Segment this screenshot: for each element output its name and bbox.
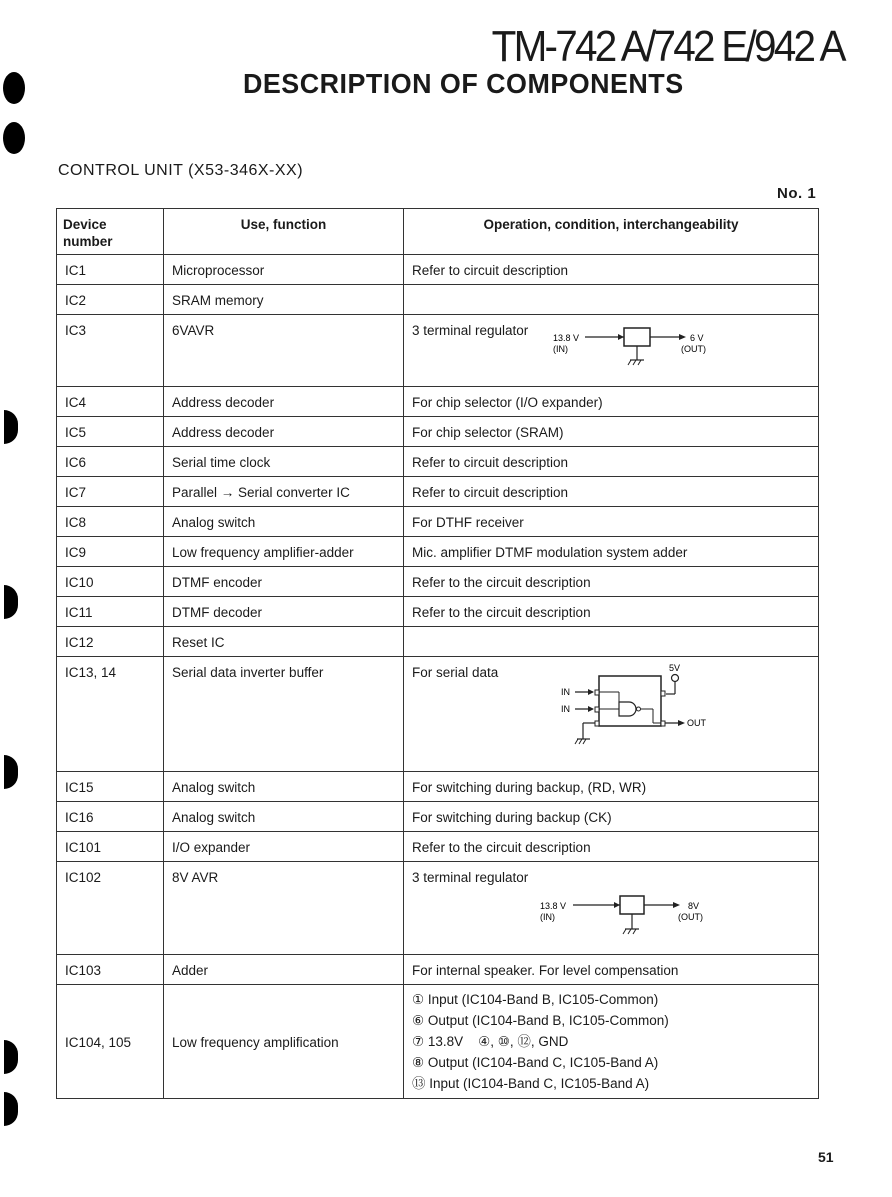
input-label: IN	[561, 704, 570, 714]
device-cell: IC16	[57, 802, 164, 832]
operation-cell: For chip selector (I/O expander)	[404, 387, 819, 417]
device-cell: IC9	[57, 537, 164, 567]
page-number: 51	[818, 1149, 834, 1165]
ic-package	[599, 676, 661, 726]
regulator-6v-block	[412, 322, 810, 354]
binder-hole	[4, 1092, 18, 1126]
section-heading: CONTROL UNIT (X53-346X-XX)	[58, 162, 304, 179]
device-cell: IC8	[57, 507, 164, 537]
operation-cell: For internal speaker. For level compensation	[404, 955, 819, 985]
binder-hole	[3, 72, 25, 104]
table-row	[57, 657, 819, 772]
operation-cell: For switching during backup (CK)	[404, 802, 819, 832]
operation-cell: Refer to circuit description	[404, 255, 819, 285]
use-cell: DTMF decoder	[164, 597, 404, 627]
table-row	[57, 447, 819, 477]
use-cell: 8V AVR	[164, 862, 404, 955]
page-title: DESCRIPTION OF COMPONENTS	[243, 68, 684, 99]
binder-hole	[3, 122, 25, 154]
pin-description: ⑬ Input (IC104-Band C, IC105-Band A)	[412, 1076, 650, 1091]
use-cell: Microprocessor	[164, 255, 404, 285]
output-voltage-label: 8V	[688, 901, 700, 911]
use-cell: Analog switch	[164, 802, 404, 832]
pin-description: ① Input (IC104-Band B, IC105-Common)	[412, 992, 659, 1007]
operation-text: For serial data	[412, 665, 499, 680]
operation-cell	[404, 627, 819, 657]
table-row	[57, 802, 819, 832]
device-cell: IC12	[57, 627, 164, 657]
device-cell: IC15	[57, 772, 164, 802]
table-row	[57, 255, 819, 285]
output-label: OUT	[687, 718, 706, 728]
operation-cell	[404, 862, 819, 955]
binder-hole	[4, 410, 18, 444]
table-row	[57, 567, 819, 597]
device-cell: IC13, 14	[57, 657, 164, 772]
input-label: IN	[561, 687, 570, 697]
binder-hole	[4, 585, 18, 619]
regulator-symbol	[624, 328, 650, 346]
operation-cell: For chip selector (SRAM)	[404, 417, 819, 447]
use-cell: Adder	[164, 955, 404, 985]
device-cell: IC103	[57, 955, 164, 985]
regulator-symbol	[620, 896, 644, 914]
table-row	[57, 537, 819, 567]
use-cell: Serial data inverter buffer	[164, 657, 404, 772]
regulator-8v-diagram	[530, 891, 750, 941]
regulator-6v-diagram	[542, 322, 872, 372]
operation-cell: Refer to circuit description	[404, 477, 819, 507]
table-row	[57, 955, 819, 985]
operation-cell	[404, 315, 819, 387]
device-cell: IC10	[57, 567, 164, 597]
input-label: (IN)	[553, 344, 568, 354]
operation-cell: For switching during backup, (RD, WR)	[404, 772, 819, 802]
table-row	[57, 417, 819, 447]
output-voltage-label: 6 V	[690, 333, 704, 343]
binder-hole	[4, 755, 18, 789]
use-cell: Reset IC	[164, 627, 404, 657]
table-row	[57, 862, 819, 955]
table-row	[57, 507, 819, 537]
sheet-number: No. 1	[777, 185, 817, 202]
table-row	[57, 315, 819, 387]
input-voltage-label: 13.8 V	[540, 901, 567, 911]
operation-cell	[404, 657, 819, 772]
use-cell: Analog switch	[164, 507, 404, 537]
table-row	[57, 985, 819, 1099]
pin-description: ⑧ Output (IC104-Band C, IC105-Band A)	[412, 1055, 659, 1070]
operation-cell	[404, 985, 819, 1099]
device-cell: IC3	[57, 315, 164, 387]
use-cell: Serial time clock	[164, 447, 404, 477]
nand-gate-symbol	[619, 702, 636, 716]
operation-cell: Refer to the circuit description	[404, 567, 819, 597]
device-cell: IC101	[57, 832, 164, 862]
operation-cell: Refer to the circuit description	[404, 597, 819, 627]
operation-cell: For DTHF receiver	[404, 507, 819, 537]
operation-text: 3 terminal regulator	[412, 870, 529, 885]
table-row	[57, 285, 819, 315]
table-row	[57, 627, 819, 657]
device-cell: IC6	[57, 447, 164, 477]
device-cell: IC102	[57, 862, 164, 955]
operation-cell: Refer to the circuit description	[404, 832, 819, 862]
operation-cell: Mic. amplifier DTMF modulation system adder	[404, 537, 819, 567]
inverter-buffer-block	[412, 663, 810, 728]
use-cell: Analog switch	[164, 772, 404, 802]
model-number: TM-742 A/742 E/942 A	[491, 22, 844, 71]
device-cell: IC7	[57, 477, 164, 507]
table-row	[57, 832, 819, 862]
binder-hole	[4, 1040, 18, 1074]
output-label: (OUT)	[681, 344, 706, 354]
device-cell: IC2	[57, 285, 164, 315]
table-row	[57, 477, 819, 507]
use-cell: Address decoder	[164, 417, 404, 447]
use-cell: DTMF encoder	[164, 567, 404, 597]
pin-description: ⑥ Output (IC104-Band B, IC105-Common)	[412, 1013, 669, 1028]
use-cell: I/O expander	[164, 832, 404, 862]
vcc-label: 5V	[669, 663, 681, 673]
use-cell: SRAM memory	[164, 285, 404, 315]
device-cell: IC104, 105	[57, 985, 164, 1099]
device-cell: IC5	[57, 417, 164, 447]
operation-cell: Refer to circuit description	[404, 447, 819, 477]
use-cell: Parallel → Serial converter IC	[164, 477, 404, 507]
use-cell: Address decoder	[164, 387, 404, 417]
output-label: (OUT)	[678, 912, 703, 922]
column-header-operation: Operation, condition, interchangeability	[404, 209, 819, 255]
operation-cell	[404, 285, 819, 315]
components-table	[56, 208, 819, 1099]
column-header-use: Use, function	[164, 209, 404, 255]
device-cell: IC4	[57, 387, 164, 417]
use-cell: Low frequency amplification	[164, 985, 404, 1099]
inverter-buffer-diagram	[557, 662, 727, 757]
regulator-8v-block	[412, 869, 810, 922]
use-cell: 6VAVR	[164, 315, 404, 387]
operation-text: 3 terminal regulator	[412, 323, 529, 338]
input-label: (IN)	[540, 912, 555, 922]
table-header-row	[57, 209, 819, 255]
device-cell: IC11	[57, 597, 164, 627]
pin-description: ⑦ 13.8V ④, ⑩, ⑫, GND	[412, 1034, 569, 1049]
input-voltage-label: 13.8 V	[553, 333, 580, 343]
table-row	[57, 772, 819, 802]
device-cell: IC1	[57, 255, 164, 285]
column-header-device: Device number	[57, 209, 164, 255]
table-row	[57, 597, 819, 627]
use-cell: Low frequency amplifier-adder	[164, 537, 404, 567]
table-row	[57, 387, 819, 417]
